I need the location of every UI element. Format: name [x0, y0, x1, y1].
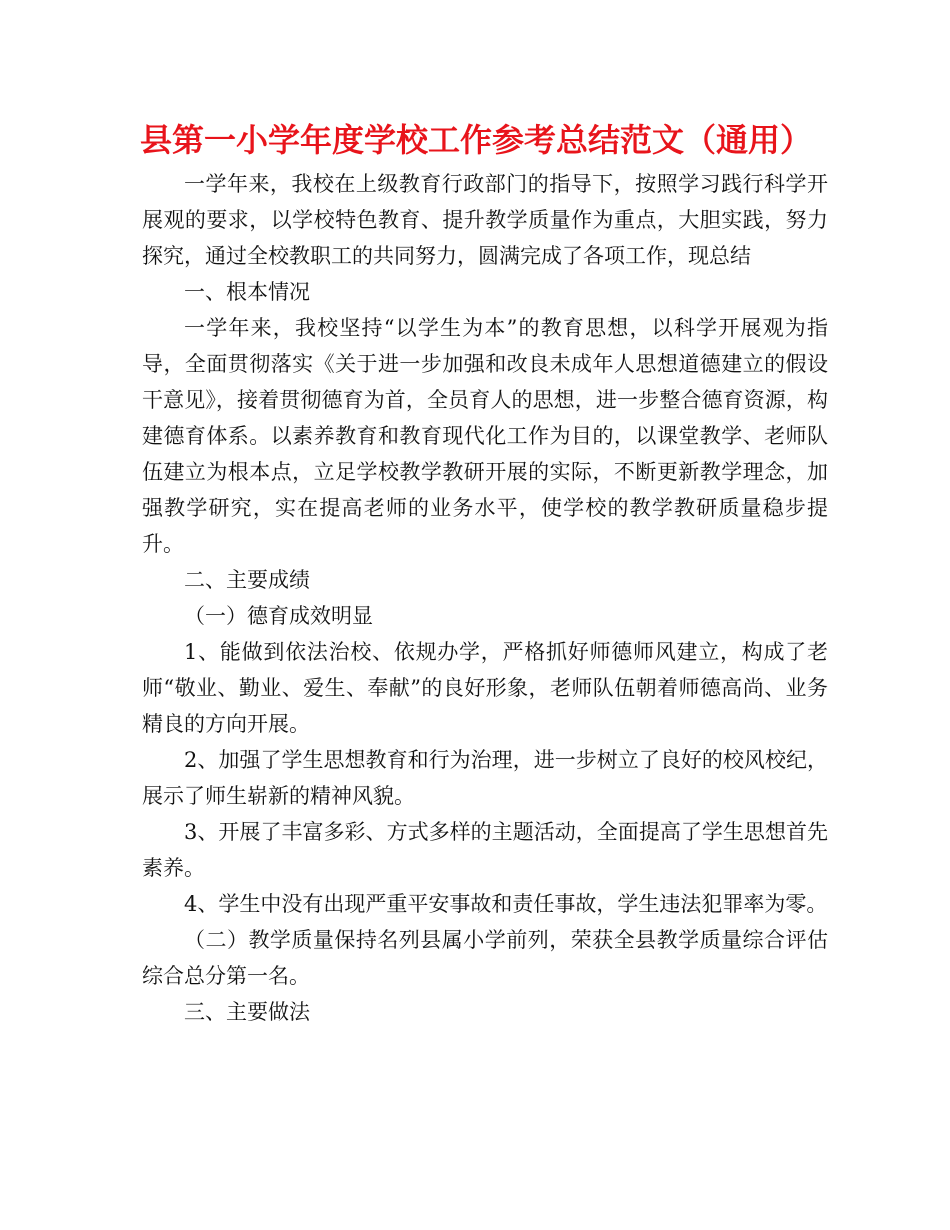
- achievement-item-2: 2、加强了学生思想教育和行为治理，进一步树立了良好的校风校纪，展示了师生崭新的精神风貌。: [142, 748, 828, 808]
- sub-heading-moral-education: （一）德育成效明显: [184, 604, 373, 628]
- achievement-item-1: 1、能做到依法治校、依规办学，严格抓好师德师风建立，构成了老师“敬业、勤业、爱生、奉献”的良好形象，老师队伍朝着师德高尚、业务精良的方向开展。: [142, 640, 828, 736]
- teaching-quality-paragraph: （二）教学质量保持名列县属小学前列，荣获全县教学质量综合评估综合总分第一名。: [142, 928, 828, 988]
- section-heading-main-practices: 三、主要做法: [184, 1000, 310, 1024]
- achievement-item-3: 3、开展了丰富多彩、方式多样的主题活动，全面提高了学生思想首先素养。: [142, 820, 828, 880]
- document-body: [142, 166, 828, 1030]
- intro-paragraph: 一学年来，我校在上级教育行政部门的指导下，按照学习践行科学开展观的要求，以学校特色教育、提升教学质量作为重点，大胆实践，努力探究，通过全校教职工的共同努力，圆满完成了各项工作，现总结: [142, 172, 828, 268]
- section-heading-main-achievements: 二、主要成绩: [184, 568, 310, 592]
- document-title: 县第一小学年度学校工作参考总结范文（通用）: [140, 121, 813, 159]
- basic-situation-paragraph: 一学年来，我校坚持“以学生为本”的教育思想，以科学开展观为指导，全面贯彻落实《关于进一步加强和改良未成年人思想道德建立的假设干意见》，接着贯彻德育为首，全员育人的思想，进一步整合德育资源，构建德育体系。以素养教育和教育现代化工作为目的，以课堂教学、老师队伍建立为根本点，立足学校教学教研开展的实际，不断更新教学理念，加强教学研究，实在提高老师的业务水平，使学校的教学教研质量稳步提升。: [142, 316, 828, 556]
- achievement-item-4: 4、学生中没有出现严重平安事故和责任事故，学生违法犯罪率为零。: [184, 892, 828, 916]
- section-heading-basic-situation: 一、根本情况: [184, 280, 310, 304]
